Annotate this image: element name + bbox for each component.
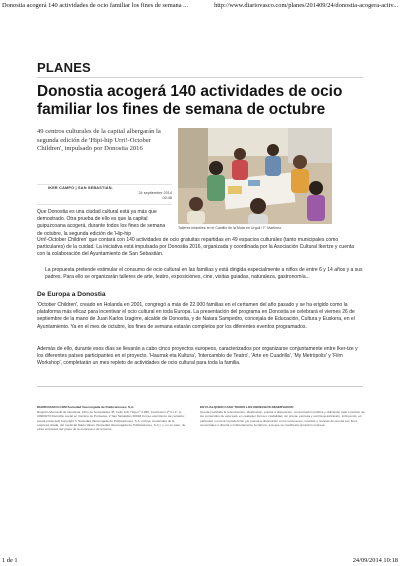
footer-right-title: EN CUALQUIER CASO TODOS LOS DERECHOS RESERVADOS: [200, 405, 295, 409]
footer-legal-right [200, 405, 365, 427]
byline-divider-bottom [37, 204, 172, 205]
paragraph-1: Que Donostia es una ciudad cultural está ya más que demostrado. Otra prueba de ello es que la capital guipuzcoana acogerá, durante todos los fines de semana de octubre, la segunda edición de 'Hip-hip [37, 209, 166, 237]
footer-divider [37, 386, 363, 387]
section-label: PLANES [37, 60, 91, 75]
byline-divider-top [37, 184, 172, 185]
paragraph-1-continued: Urri!-October Children' que contará con 140 actividades de ocio gratuitas repartidas en 49 espacios culturales (tanto municipales como particulares) de la cuidad. La iniciativa está impulsada por Donostia 2016, organizada y coordinada por la Asociación Cultural Ikertze y cuenta con la colaboración del Ayuntamiento de San Sebastián. [37, 237, 355, 258]
article-dateline [100, 191, 172, 201]
article-byline: IKER CAMPO | SAN SEBASTIÁN. [48, 186, 113, 190]
paragraph-2: La propuesta pretende estimular el consumo de ocio cultural en las familias y está dirigida especialmente a niños de entre 6 y 14 años y a sus padres. Para ello se organizarán talleres de arte, teatro, exposiciones, cine, visitas guiadas, naturaleza, gastronomía... [45, 267, 363, 281]
paragraph-4: Además de ello, durante esos días se llevarán a cabo cinco proyectos europeos, caracterizados por organizarse conjuntamente entre Iker-tze y los diferentes países participantes en el proyecto. 'Haurrak eta Kultura', 'Intercambio de Teatro', 'Arte en Cuadrilla', 'My Metròpolis' y 'Film Workshop', completarán un mes repleto de actividades de ocio cultural para toda la familia. [37, 346, 358, 367]
print-page-url: http://www.diariovasco.com/planes/201409/24/donostia-acogera-activ... [214, 2, 398, 9]
photo-caption: Talleres infantiles en el Castillo de la Mota en Urgull / F. Martínez. [178, 226, 283, 230]
section-divider [37, 77, 363, 78]
print-timestamp: 24/09/2014 10:18 [352, 557, 398, 564]
print-page-title: Donostia acogerá 140 actividades de ocio familiar los fines de semana ... [2, 2, 188, 9]
article-date: 24 septiembre 2014 00:48 [138, 191, 172, 201]
print-header [0, 0, 400, 12]
footer-left-title: DIARIOVASCO.COM Sociedad Vascongada de Publicaciones, S.A. [37, 405, 135, 409]
footer-left-text: Registro Mercantil de Gipuzkoa, Libro de Sociedades 45, Folio 118, Hoja nº 2.995, Inscripción 1ª C.I.F.: A-20004073 Domicilio social en Camino de Portuetxe, 2 San Sebastián 20018 Correo electrónico de contacto: [email protected] Copyright © Sociedad Vascongada de Publicaciones, S.A. incluye contenidos de la empresa citada, del medio El Diario Vasco (Sociedad Vascongada de Publicaciones, S.A.), y, en su caso, de otras empresas del grupo de la empresa o de terceros. [37, 410, 186, 432]
paragraph-3: 'October Children', creado en Holanda en 2001, congregó a más de 22.000 familias en el certamen del año pasado y se ha erigido como la plataforma más eficaz para incentivar el ocio cultural en toda Europa. La presentación del programa en Donostia se celebrará el viernes 26 de septiembre de la mano de Juan Karlos Izagirre, alcalde de Donostia, y de Naiara Sampedro, concejala de Educación, Cultura y Euskera, en el Ayuntamiento. Ya en el mes de octubre, los fines de semana estarán completos por los diferentes eventos programados. [37, 302, 355, 330]
subheading: De Europa a Donostia [37, 291, 106, 298]
print-page-number: 1 de 1 [2, 557, 18, 564]
article-subhead: 49 centros culturales de la capital albergarán la segunda edición de 'Hipi-hip Urri!-October Children', impulsado por Donostia 2016 [37, 128, 161, 153]
print-footer [0, 554, 400, 566]
article-photo [178, 128, 332, 224]
children-workshop-photo [178, 128, 332, 224]
article-headline: Donostia acogerá 140 actividades de ocio familiar los fines de semana de octubre [37, 83, 343, 118]
footer-legal-left [37, 405, 187, 431]
footer-right-text: Queda prohibida la reproducción, distribución, puesta a disposición, comunicación pública y utilización total o parcial, de los contenidos de esta web, en cualquier forma o modalidad, sin previa, expresa y escrita autorización, incluyendo, en particular, su mera reproducción y/o puesta a disposición como resúmenes, reseñas o revistas de prensa con fines comerciales o directa o indirectamente lucrativos, a la que se manifiesta oposición expresa. [200, 410, 365, 427]
